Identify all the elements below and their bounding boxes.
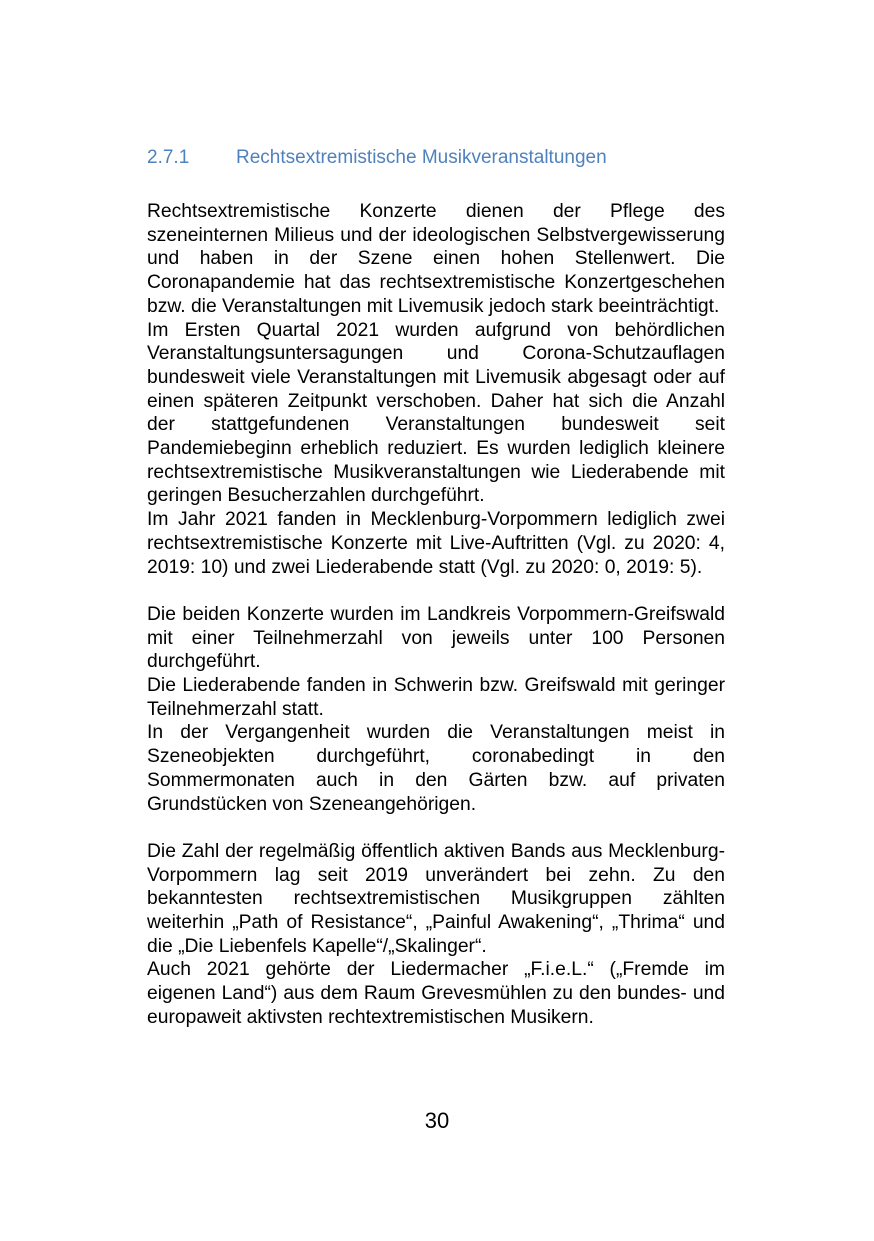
paragraph: Die Zahl der regelmäßig öffentlich aktiven Bands aus Mecklenburg-Vorpommern lag seit 2019 unverändert bei zehn. Zu den bekanntesten rechtsextremistischen Musikgruppen zählten weiterhin „Path of Resistance“, „Painful Awakening“, „Thrima“ und die „Die Liebenfels Kapelle“/„Skalinger“.	[147, 840, 725, 957]
section-title: Rechtsextremistische Musikveranstaltungen	[236, 147, 607, 168]
paragraph-gap	[147, 816, 725, 840]
body-text	[147, 200, 725, 1030]
section-number: 2.7.1	[147, 147, 190, 168]
paragraph: Auch 2021 gehörte der Liedermacher „F.i.e.L.“ („Fremde im eigenen Land“) aus dem Raum Grevesmühlen zu den bundes- und europaweit aktivsten rechtextremistischen Musikern.	[147, 959, 725, 1028]
paragraph: Im Ersten Quartal 2021 wurden aufgrund von behördlichen Veranstaltungsuntersagungen und Corona-Schutzauflagen bundesweit viele Veranstaltungen mit Livemusik abgesagt oder auf einen späteren Zeitpunkt verschoben. Daher hat sich die Anzahl der stattgefundenen Veranstaltungen bundesweit seit Pandemiebeginn erheblich reduziert. Es wurden lediglich kleinere rechtsextremistische Musikveranstaltungen wie Liederabende mit geringen Besucherzahlen durchgeführt.	[147, 319, 725, 507]
paragraph-gap	[147, 579, 725, 603]
section-heading	[147, 147, 607, 169]
paragraph: Die beiden Konzerte wurden im Landkreis Vorpommern-Greifswald mit einer Teilnehmerzahl von jeweils unter 100 Personen durchgeführt.	[147, 603, 725, 673]
paragraph: In der Vergangenheit wurden die Veranstaltungen meist in Szeneobjekten durchgeführt, coronabedingt in den Sommermonaten auch in den Gärten bzw. auf privaten Grundstücken von Szeneangehörigen.	[147, 722, 725, 815]
page-number: 30	[424, 1108, 450, 1133]
paragraph: Im Jahr 2021 fanden in Mecklenburg-Vorpommern lediglich zwei rechtsextremistische Konzerte mit Live-Auftritten (Vgl. zu 2020: 4, 2019: 10) und zwei Liederabende statt (Vgl. zu 2020: 0, 2019: 5).	[147, 509, 725, 578]
paragraph: Die Liederabende fanden in Schwerin bzw. Greifswald mit geringer Teilnehmerzahl statt.	[147, 675, 725, 720]
paragraph: Rechtsextremistische Konzerte dienen der Pflege des szeneinternen Milieus und der ideologischen Selbstvergewisserung und haben in der Szene einen hohen Stellenwert. Die Coronapandemie hat das rechtsextremistische Konzertgeschehen bzw. die Veranstaltungen mit Livemusik jedoch stark beeinträchtigt.	[147, 201, 725, 317]
